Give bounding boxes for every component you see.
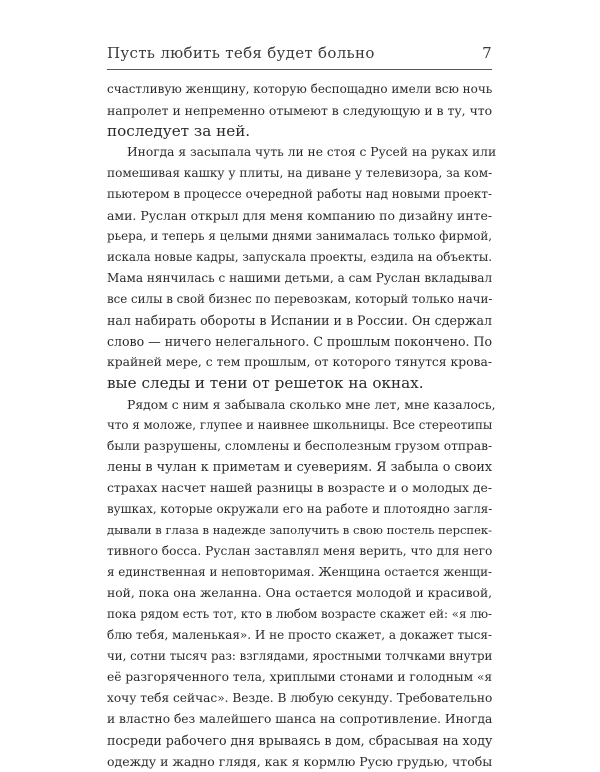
text-line: и властно без малейшего шанса на сопротивление. Иногда — [107, 712, 493, 726]
text-line: лены в чулан к приметам и суевериям. Я забыла о своих — [107, 460, 493, 475]
text-line: рьера, и теперь я целыми днями занималась только фирмой, — [107, 229, 493, 243]
text-line: Иногда я засыпала чуть ли не стоя с Русей на руках или — [127, 145, 497, 159]
text-line: пьютером в процессе очередной работы над новыми проект- — [107, 187, 492, 201]
text-line: нал набирать обороты в Испании и в России. Он сдержал — [107, 313, 492, 328]
running-title: Пусть любить тебя будет больно — [107, 44, 375, 62]
text-line: были разрушены, сломлены и бесполезным грузом отправ- — [107, 439, 493, 453]
text-line: что я моложе, глупее и наивнее школьницы. Все стереотипы — [107, 418, 493, 432]
text-line: последует за ней. — [107, 122, 251, 140]
text-line: Мама нянчилась с нашими детьми, а сам Руслан вкладывал — [107, 271, 493, 285]
text-line: хочу тебя сейчас». Везде. В любую секунду. Требовательно — [107, 691, 493, 705]
text-line: слово — ничего нелегального. С прошлым покончено. По — [107, 334, 493, 349]
text-line: крайней мере, с тем прошлым, от которого тянутся крова- — [107, 355, 492, 369]
text-line: вушках, которые окружали его на работе и плотоядно загля- — [107, 502, 493, 516]
text-line: все силы в свой бизнес по перевозкам, который только начи- — [107, 292, 493, 306]
text-line: ной, пока она желанна. Она остается молодой и красивой, — [107, 586, 493, 600]
text-line: помешивая кашку у плиты, на диване у телевизора, за ком- — [107, 166, 493, 180]
text-line: я единственная и неповторимая. Женщина остается женщи- — [107, 565, 492, 579]
text-line: одежду и жадно глядя, как я кормлю Русю грудью, чтобы — [107, 754, 493, 769]
running-header — [107, 44, 492, 68]
text-line: страхах насчет нашей разницы в возрасте и о молодых де- — [107, 481, 492, 495]
page-number: 7 — [482, 44, 492, 62]
text-line: напролет и непременно отымеют в следующую и в ту, что — [107, 103, 493, 118]
body-text — [107, 79, 497, 772]
text-line: дывали в глаза в надежде заполучить в свою постель перспек- — [107, 523, 492, 537]
text-line: её разгоряченного тела, хриплыми стонами и голодным «я — [107, 670, 493, 684]
text-line: Рядом с ним я забывала сколько мне лет, мне казалось, — [127, 397, 496, 412]
text-line: искала новые кадры, запускала проекты, ездила на объекты. — [107, 250, 493, 264]
text-line: посреди рабочего дня врываясь в дом, сбрасывая на ходу — [107, 733, 493, 748]
text-line: пока рядом есть тот, кто в любом возрасте скажет ей: «я лю- — [107, 607, 492, 621]
text-line: тивного босса. Руслан заставлял меня верить, что для него — [107, 544, 493, 558]
text-line: вые следы и тени от решеток на окнах. — [107, 374, 424, 392]
text-line: ами. Руслан открыл для меня компанию по дизайну инте- — [107, 208, 493, 223]
text-line: счастливую женщину, которую беспощадно имели всю ночь — [107, 82, 493, 96]
header-rule — [107, 69, 492, 70]
text-line: чи, сотни тысяч раз: взглядами, яростными толчками внутри — [107, 649, 493, 663]
text-line: блю тебя, маленькая». И не просто скажет, а докажет тыся- — [107, 628, 492, 642]
